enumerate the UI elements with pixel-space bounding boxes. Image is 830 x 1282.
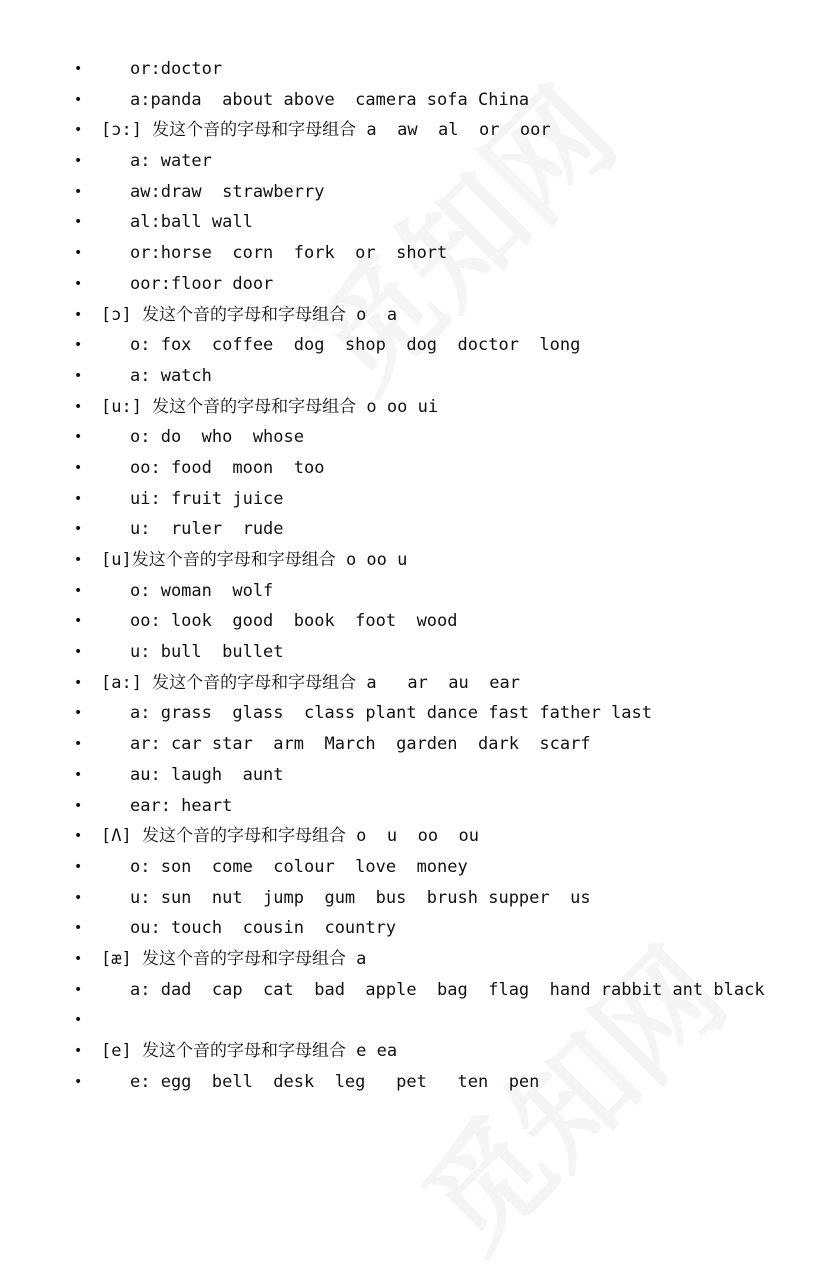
- example-text: o: do who whose: [130, 427, 304, 448]
- bullet-icon: •: [74, 797, 83, 814]
- example-text: aw:draw strawberry: [130, 181, 325, 202]
- example-text: al:ball wall: [130, 212, 253, 233]
- bullet-icon: •: [74, 552, 83, 568]
- bullet-icon: •: [74, 245, 83, 262]
- bullet-icon: •: [74, 613, 83, 630]
- example-text: or:horse corn fork or short: [130, 243, 448, 264]
- example-text: oo: food moon too: [130, 457, 325, 478]
- example-text: ou: touch cousin country: [130, 918, 397, 939]
- bullet-icon: •: [74, 1043, 83, 1059]
- bullet-icon: •: [74, 429, 83, 446]
- example-text: ear: heart: [130, 795, 233, 816]
- example-text: a: water: [130, 151, 212, 172]
- bullet-icon: •: [74, 122, 83, 139]
- example-text: ar: car star arm March garden dark scarf: [130, 734, 591, 755]
- bullet-icon: •: [74, 1012, 83, 1029]
- example-text: a: watch: [130, 365, 212, 386]
- bullet-icon: •: [74, 275, 83, 292]
- phoneme-heading-text: [u]发这个音的字母和字母组合 o oo u: [101, 550, 408, 570]
- example-text: a: grass glass class plant dance fast father last: [130, 703, 652, 724]
- bullet-icon: •: [74, 766, 83, 783]
- example-text: o: fox coffee dog shop dog doctor long: [130, 335, 581, 356]
- bullet-icon: •: [74, 920, 83, 937]
- bullet-icon: •: [74, 490, 83, 507]
- phoneme-heading-text: [Λ] 发这个音的字母和字母组合 o u oo ou: [101, 826, 479, 847]
- bullet-icon: •: [74, 582, 83, 599]
- bullet-icon: •: [74, 61, 83, 77]
- example-text: oo: look good book foot wood: [130, 611, 458, 632]
- bullet-icon: •: [74, 950, 83, 967]
- bullet-icon: •: [74, 91, 83, 108]
- bullet-icon: •: [74, 183, 83, 200]
- example-text: ui: fruit juice: [130, 488, 284, 509]
- bullet-icon: •: [74, 644, 83, 661]
- example-text: u: bull bullet: [130, 642, 284, 663]
- bullet-icon: •: [74, 981, 83, 998]
- phoneme-heading-text: [æ] 发这个音的字母和字母组合 a: [101, 948, 367, 969]
- phoneme-heading-text: [e] 发这个音的字母和字母组合 e ea: [101, 1041, 398, 1061]
- bullet-icon: •: [74, 705, 83, 722]
- bullet-icon: •: [74, 1073, 83, 1090]
- bullet-icon: •: [74, 889, 83, 906]
- phoneme-heading-text: [u:] 发这个音的字母和字母组合 o oo ui: [101, 396, 439, 417]
- example-text: au: laugh aunt: [130, 764, 284, 785]
- phoneme-heading-text: [a:] 发这个音的字母和字母组合 a ar au ear: [101, 672, 520, 693]
- example-text: or:doctor: [130, 59, 223, 79]
- bullet-icon: •: [74, 828, 83, 845]
- bullet-icon: •: [74, 367, 83, 384]
- bullet-icon: •: [74, 858, 83, 875]
- example-text: u: sun nut jump gum bus brush supper us: [130, 887, 591, 908]
- example-text: e: egg bell desk leg pet ten pen: [130, 1071, 540, 1092]
- example-text: o: woman wolf: [130, 580, 274, 601]
- phoneme-heading-text: [ɔ] 发这个音的字母和字母组合 o a: [101, 304, 398, 325]
- bullet-icon: •: [74, 214, 83, 231]
- phoneme-heading-text: [ɔ:] 发这个音的字母和字母组合 a aw al or oor: [101, 120, 551, 141]
- bullet-icon: •: [74, 521, 83, 538]
- bullet-icon: •: [74, 398, 83, 415]
- bullet-icon: •: [74, 459, 83, 476]
- bullet-icon: •: [74, 736, 83, 753]
- example-text: u: ruler rude: [130, 519, 284, 540]
- example-text: o: son come colour love money: [130, 856, 468, 877]
- example-text: a:panda about above camera sofa China: [130, 89, 530, 110]
- bullet-icon: •: [74, 674, 83, 691]
- bullet-icon: •: [74, 337, 83, 354]
- example-text: oor:floor door: [130, 273, 274, 294]
- bullet-icon: •: [74, 306, 83, 323]
- example-text: a: dad cap cat bad apple bag flag hand rabbit ant black: [130, 979, 765, 1000]
- bullet-icon: •: [74, 153, 83, 170]
